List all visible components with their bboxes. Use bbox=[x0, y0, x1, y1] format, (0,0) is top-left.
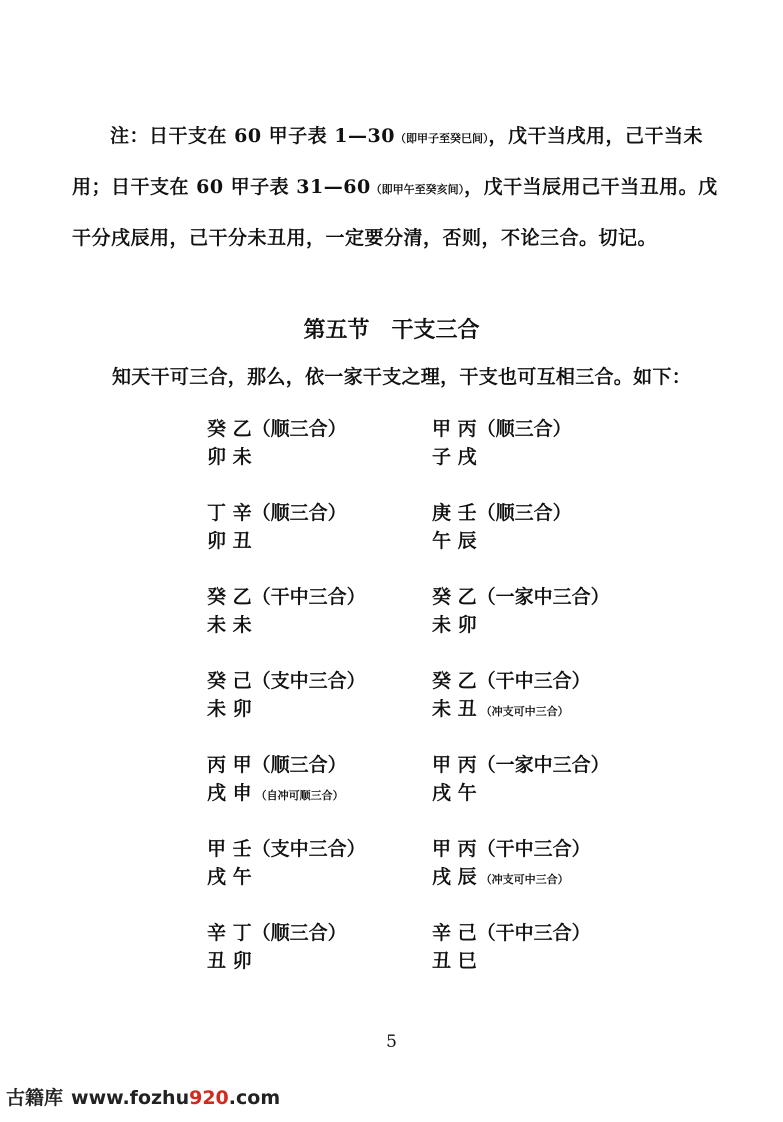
combo-stems: 癸 乙（顺三合） bbox=[207, 418, 347, 440]
combo-stems: 癸 乙（干中三合） bbox=[432, 670, 591, 692]
combo-entry bbox=[432, 583, 610, 639]
combo-annotation: （冲支可中三合） bbox=[480, 873, 569, 886]
combo-branches: 戌 午 bbox=[432, 782, 477, 804]
watermark-site-name: 古籍库 bbox=[6, 1087, 64, 1109]
combo-branches: 卯 丑 bbox=[207, 530, 252, 552]
combo-branches: 未 未 bbox=[207, 614, 252, 636]
note-aside-2: （即甲午至癸亥间） bbox=[370, 183, 465, 196]
combo-stems: 庚 壬（顺三合） bbox=[432, 502, 572, 524]
combo-branches: 戌 午 bbox=[207, 866, 252, 888]
combo-entry bbox=[432, 667, 591, 726]
combo-entry bbox=[432, 919, 591, 975]
watermark-url-prefix: www.fozhu bbox=[71, 1087, 190, 1109]
combo-branches: 未 卯 bbox=[207, 698, 252, 720]
combo-branches-line bbox=[432, 695, 591, 726]
page-number: 5 bbox=[386, 1032, 397, 1052]
combo-entry bbox=[432, 415, 572, 471]
combo-entry bbox=[432, 499, 572, 555]
watermark-url-suffix: .com bbox=[228, 1087, 281, 1109]
combo-entry bbox=[207, 835, 366, 891]
combo-branches: 未 卯 bbox=[432, 614, 477, 636]
combo-branches: 未 丑 bbox=[432, 698, 477, 720]
combo-stems: 癸 乙（干中三合） bbox=[207, 586, 366, 608]
combo-entry bbox=[207, 751, 347, 810]
combo-stems: 辛 己（干中三合） bbox=[432, 922, 591, 944]
watermark-url-number: 920 bbox=[189, 1087, 229, 1109]
combo-stems: 丁 辛（顺三合） bbox=[207, 502, 347, 524]
note-aside-1: （即甲子至癸巳间） bbox=[394, 132, 489, 145]
combo-entry bbox=[207, 667, 366, 723]
combo-annotation: （自冲可顺三合） bbox=[255, 789, 344, 802]
combo-entry bbox=[207, 583, 366, 639]
combo-stems: 癸 乙（一家中三合） bbox=[432, 586, 610, 608]
combo-branches: 戌 辰 bbox=[432, 866, 477, 888]
combo-annotation: （冲支可中三合） bbox=[480, 705, 569, 718]
combo-stems: 甲 丙（顺三合） bbox=[432, 418, 572, 440]
note-paragraph bbox=[72, 112, 722, 262]
combo-branches: 丑 卯 bbox=[207, 950, 252, 972]
combo-branches: 午 辰 bbox=[432, 530, 477, 552]
combo-branches-line bbox=[432, 863, 591, 894]
note-text-3: ，戊干当辰用己干当丑用。戊干分戌辰用，己干分未丑用，一定要分清，否则，不论三合。切记。 bbox=[72, 176, 718, 249]
note-text-1: 注：日干支在 60 甲子表 1—30 bbox=[110, 125, 395, 147]
combo-branches: 戌 申 bbox=[207, 782, 252, 804]
combo-stems: 癸 己（支中三合） bbox=[207, 670, 366, 692]
combo-entry bbox=[207, 415, 347, 471]
intro-line: 知天干可三合，那么，依一家干支之理，干支也可互相三合。如下： bbox=[112, 366, 692, 388]
combo-stems: 甲 壬（支中三合） bbox=[207, 838, 366, 860]
combo-entry bbox=[432, 751, 610, 807]
site-watermark bbox=[6, 1083, 280, 1110]
combo-branches: 卯 未 bbox=[207, 446, 252, 468]
combo-branches-line bbox=[207, 779, 347, 810]
combo-entry bbox=[207, 499, 347, 555]
combo-branches: 子 戌 bbox=[432, 446, 477, 468]
combo-entry bbox=[432, 835, 591, 894]
combo-stems: 甲 丙（干中三合） bbox=[432, 838, 591, 860]
section-title: 第五节 干支三合 bbox=[303, 317, 480, 343]
combo-stems: 辛 丁（顺三合） bbox=[207, 922, 347, 944]
combo-stems: 甲 丙（一家中三合） bbox=[432, 754, 610, 776]
note-text-2: ，戊干当戌用，己干当未用；日干支在 60 甲子表 31—60 bbox=[72, 125, 703, 198]
combo-entry bbox=[207, 919, 347, 975]
combo-branches: 丑 巳 bbox=[432, 950, 477, 972]
combo-stems: 丙 甲（顺三合） bbox=[207, 754, 347, 776]
